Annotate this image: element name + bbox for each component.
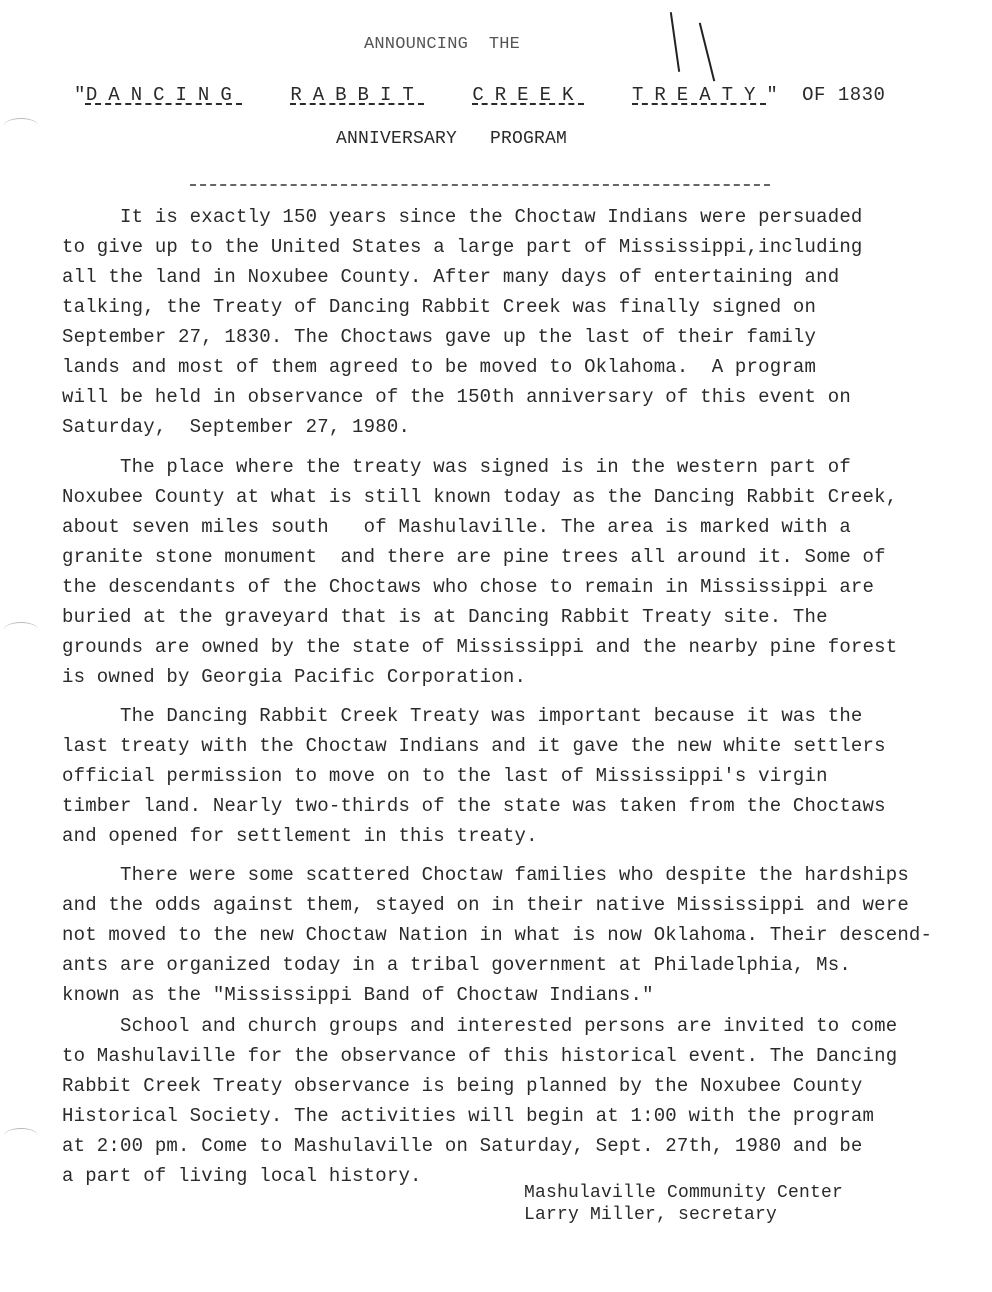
document-title [74,86,885,105]
body-line: Noxubee County at what is still known today as the Dancing Rabbit Creek, [62,486,898,508]
body-line: and the odds against them, stayed on in their native Mississippi and were [62,894,909,916]
body-line: The place where the treaty was signed is in the western part of [62,456,851,478]
body-line: will be held in observance of the 150th anniversary of this event on [62,386,851,408]
body-line: all the land in Noxubee County. After many days of entertaining and [62,266,840,288]
body-line: to give up to the United States a large part of Mississippi,including [62,236,863,258]
body-line: lands and most of them agreed to be moved to Oklahoma. A program [62,356,817,378]
body-line: official permission to move on to the last of Mississippi's virgin [62,765,828,787]
body-line: and opened for settlement in this treaty. [62,825,538,847]
scan-edge-mark [4,118,38,133]
body-line: It is exactly 150 years since the Choctaw Indians were persuaded [62,206,863,228]
body-line: Rabbit Creek Treaty observance is being planned by the Noxubee County [62,1075,863,1097]
body-line: The Dancing Rabbit Creek Treaty was important because it was the [62,705,863,727]
body-line: the descendants of the Choctaws who chose to remain in Mississippi are [62,576,875,598]
body-line: timber land. Nearly two-thirds of the state was taken from the Choctaws [62,795,886,817]
body-line: talking, the Treaty of Dancing Rabbit Creek was finally signed on [62,296,817,318]
scan-edge-mark [4,1128,38,1143]
dashed-divider [190,184,770,186]
body-line: School and church groups and interested persons are invited to come [62,1015,898,1037]
body-line: granite stone monument and there are pine trees all around it. Some of [62,546,886,568]
title-word: CREEK [472,84,585,106]
body-line: is owned by Georgia Pacific Corporation. [62,666,527,688]
scan-edge-mark [4,622,38,637]
body-line: Saturday, September 27, 1980. [62,416,411,438]
signature-organization: Mashulaville Community Center [524,1183,844,1203]
handwritten-mark [699,23,715,82]
body-line: last treaty with the Choctaw Indians and it gave the new white settlers [62,735,886,757]
body-line: not moved to the new Choctaw Nation in what is now Oklahoma. Their descend- [62,924,933,946]
body-line: September 27, 1830. The Choctaws gave up the last of their family [62,326,817,348]
title-word: DANCING [85,84,243,106]
body-line: Historical Society. The activities will begin at 1:00 with the program [62,1105,875,1127]
body-line: There were some scattered Choctaw families who despite the hardships [62,864,909,886]
title-close: " OF 1830 [766,84,886,106]
body-line: known as the "Mississippi Band of Choctaw Indians." [62,984,654,1006]
body-line: about seven miles south of Mashulaville. The area is marked with a [62,516,851,538]
subtitle: ANNIVERSARY PROGRAM [336,129,568,149]
signature-name: Larry Miller, secretary [524,1205,778,1225]
title-word: TREATY [632,84,767,106]
heading-announcing: ANNOUNCING THE [364,35,521,54]
title-word: RABBIT [290,84,425,106]
body-line: ants are organized today in a tribal government at Philadelphia, Ms. [62,954,851,976]
body-line: at 2:00 pm. Come to Mashulaville on Saturday, Sept. 27th, 1980 and be [62,1135,863,1157]
handwritten-mark [670,12,680,72]
body-line: to Mashulaville for the observance of this historical event. The Dancing [62,1045,898,1067]
body-line: a part of living local history. [62,1165,422,1187]
body-line: buried at the graveyard that is at Dancing Rabbit Treaty site. The [62,606,828,628]
body-line: grounds are owned by the state of Mississippi and the nearby pine forest [62,636,898,658]
title-open-quote: " [74,84,86,106]
